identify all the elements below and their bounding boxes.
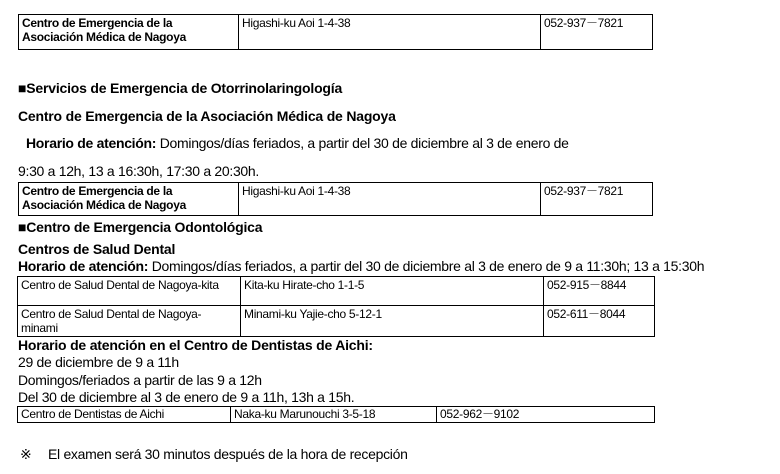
center-address: Kita-ku Hirate-cho 1-1-5 (241, 277, 544, 306)
center-name: Centro de Emergencia de la Asociación Médica de Nagoya (19, 183, 239, 216)
center-phone: 052-915－8844 (544, 277, 655, 306)
note-mark-icon: ※ (20, 446, 32, 462)
center-address: Minami-ku Yajie-cho 5-12-1 (241, 306, 544, 337)
hours-label: Horario de atención: (18, 258, 149, 274)
table-row (18, 306, 655, 337)
center-address: Higashi-ku Aoi 1-4-38 (239, 183, 541, 216)
center-phone: 052-962－9102 (437, 407, 655, 423)
hours-text: Domingos/días feriados, a partir del 30 de diciembre al 3 de enero de 9 a 11:30h; 13 a 15:30h (148, 258, 705, 274)
table-row (19, 15, 653, 50)
dental-hours (18, 258, 704, 274)
center-name: Centro de Salud Dental de Nagoya-kita (18, 277, 241, 306)
dental-subheading: Centros de Salud Dental (18, 241, 176, 257)
ent-hours-times: 9:30 a 12h, 13 a 16:30h, 17:30 a 20:30h. (18, 163, 259, 179)
ent-hours (26, 135, 569, 151)
center-phone: 052-611－8044 (544, 306, 655, 337)
aichi-hours-line: Domingos/feriados a partir de las 9 a 12h (18, 372, 262, 388)
table-row (18, 277, 655, 306)
center-address: Higashi-ku Aoi 1-4-38 (239, 15, 541, 50)
center-address: Naka-ku Marunouchi 3-5-18 (231, 407, 437, 423)
center-phone: 052-937－7821 (541, 15, 653, 50)
center-phone: 052-937－7821 (541, 183, 653, 216)
dental-table (17, 276, 655, 337)
aichi-table (17, 406, 655, 423)
ent-table (18, 182, 653, 216)
hours-text: Domingos/días feriados, a partir del 30 de diciembre al 3 de enero de (156, 135, 569, 151)
dental-heading: ■Centro de Emergencia Odontológica (18, 219, 263, 235)
note-text: El examen será 30 minutos después de la hora de recepción (48, 446, 408, 462)
table-row (19, 183, 653, 216)
aichi-hours-line: Del 30 de diciembre al 3 de enero de 9 a 11h, 13h a 15h. (18, 389, 355, 405)
table-row (18, 407, 655, 423)
center-name: Centro de Dentistas de Aichi (18, 407, 231, 423)
center-name: Centro de Emergencia de la Asociación Médica de Nagoya (19, 15, 239, 50)
emergency-center-table-top (18, 14, 653, 50)
center-name: Centro de Salud Dental de Nagoya-minami (18, 306, 241, 337)
aichi-hours-heading: Horario de atención en el Centro de Dentistas de Aichi: (18, 337, 373, 353)
ent-center-title: Centro de Emergencia de la Asociación Médica de Nagoya (18, 108, 396, 124)
ent-heading: ■Servicios de Emergencia de Otorrinolaringología (18, 80, 343, 96)
hours-label: Horario de atención: (26, 135, 157, 151)
aichi-hours-line: 29 de diciembre de 9 a 11h (18, 354, 179, 370)
